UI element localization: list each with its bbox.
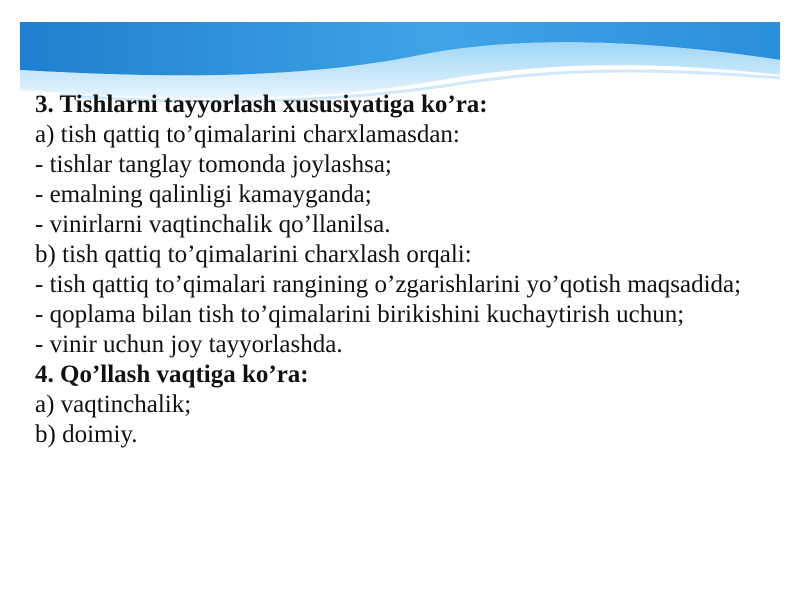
heading-3: 3. Tishlarni tayyorlash xususiyatiga ko’ra: <box>35 91 488 118</box>
list-item: a) tish qattiq to’qimalarini charxlamasdan: <box>35 121 460 148</box>
slide-content <box>35 90 775 450</box>
list-item: - qoplama bilan tish to’qimalarini birikishini kuchaytirish uchun; <box>35 301 685 328</box>
list-item: b) tish qattiq to’qimalarini charxlash orqali: <box>35 241 472 268</box>
list-item: b) doimiy. <box>35 421 138 448</box>
list-item: a) vaqtinchalik; <box>35 391 192 418</box>
list-item: - emalning qalinligi kamayganda; <box>35 181 372 208</box>
list-item: - vinirlarni vaqtinchalik qo’llanilsa. <box>35 211 391 238</box>
list-item: - vinir uchun joy tayyorlashda. <box>35 331 343 358</box>
list-item: - tishlar tanglay tomonda joylashsa; <box>35 151 392 178</box>
heading-4: 4. Qo’llash vaqtiga ko’ra: <box>35 361 309 388</box>
list-item: - tish qattiq to’qimalari rangining o’zgarishlarini yo’qotish maqsadida; <box>35 271 742 298</box>
